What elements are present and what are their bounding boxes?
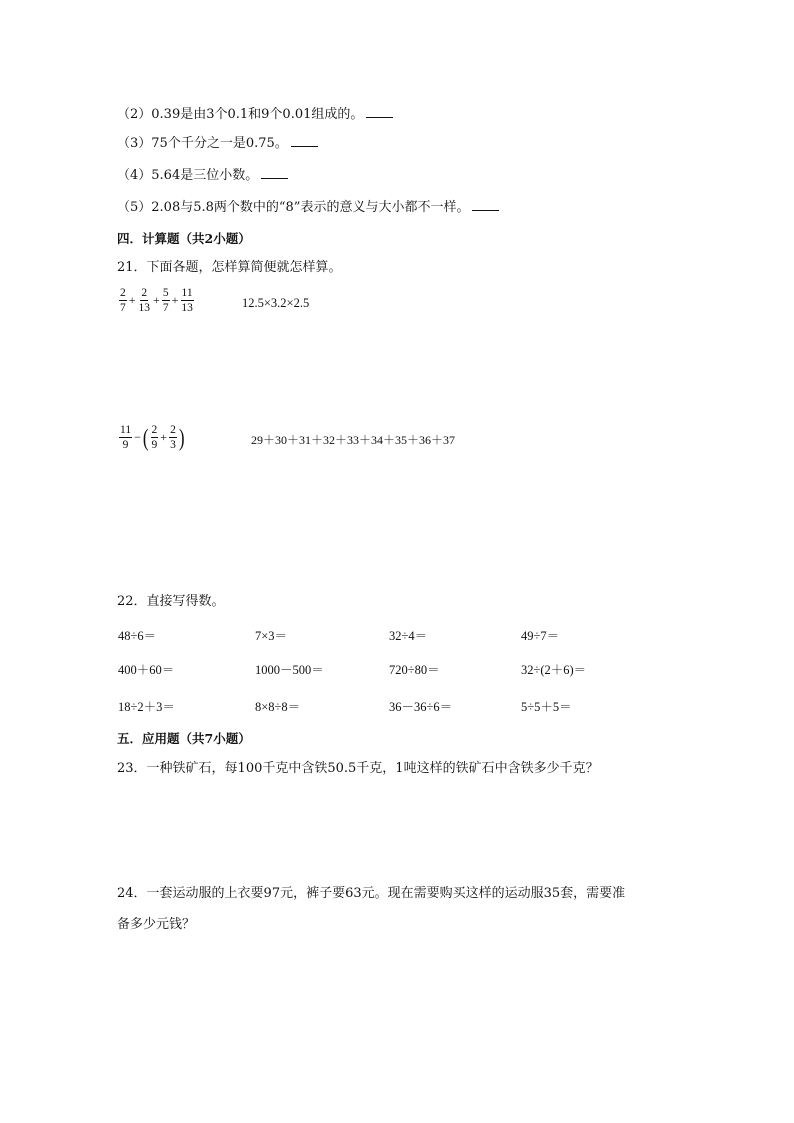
section-title-calculation: 四．计算题（共2小题） <box>117 231 251 246</box>
fraction: $\frac{11}{9}$ <box>120 424 132 451</box>
question-24-line-2: 备多少元钱？ <box>117 917 196 932</box>
expression-consecutive-sum: 29＋30＋31＋32＋33＋34＋35＋36＋37 <box>251 433 456 447</box>
oral-calc-item: 36－36÷6＝ <box>389 700 453 714</box>
judgement-item-2: （2）0.39是由3个0.1和9个0.01组成的。 <box>117 105 393 123</box>
expression-decimal-product: 12.5×3.2×2.5 <box>242 296 310 310</box>
oral-calc-item: 8×8÷8＝ <box>255 700 301 714</box>
fraction: $\frac{2}{7}$ <box>120 287 126 314</box>
answer-blank[interactable] <box>291 134 318 147</box>
expression-fraction-difference: $\frac{11}{9}$ − ( $\frac{2}{9}$ + $\frac{2}{3}$ ) <box>120 423 185 452</box>
judgement-item-4: （4）5.64是三位小数。 <box>117 166 288 184</box>
oral-calc-item: 720÷80＝ <box>389 663 440 677</box>
judgement-item-3: （3）75个千分之一是0.75。 <box>117 134 318 152</box>
oral-calc-item: 48÷6＝ <box>118 629 157 643</box>
judgement-item-5: （5）2.08与5.8两个数中的“8”表示的意义与大小都不一样。 <box>117 198 499 216</box>
fraction: $\frac{2}{13}$ <box>138 287 151 314</box>
oral-calc-item: 32÷(2＋6)＝ <box>521 663 587 677</box>
oral-calc-item: 49÷7＝ <box>521 629 560 643</box>
oral-calc-item: 5÷5＋5＝ <box>521 700 572 714</box>
fraction: $\frac{2}{9}$ <box>151 424 158 451</box>
expression-fraction-sum: $\frac{2}{7}$ + $\frac{2}{13}$ + $\frac{5}{7}$ + $\frac{11}{13}$ <box>120 287 193 314</box>
answer-blank[interactable] <box>261 166 288 179</box>
oral-calc-item: 1000－500＝ <box>255 663 324 677</box>
fraction: $\frac{5}{7}$ <box>162 287 169 314</box>
question-21: 21．下面各题，怎样算简便就怎样算。 <box>117 260 342 275</box>
oral-calc-item: 18÷2＋3＝ <box>118 700 175 714</box>
section-title-application: 五．应用题（共7小题） <box>117 731 251 746</box>
fraction: $\frac{2}{3}$ <box>170 424 176 451</box>
fraction: $\frac{11}{13}$ <box>181 287 193 314</box>
answer-blank[interactable] <box>366 105 393 118</box>
oral-calc-item: 32÷4＝ <box>389 629 428 643</box>
question-24-line-1: 24．一套运动服的上衣要97元，裤子要63元。现在需要购买这样的运动服35套，需要准 <box>117 886 626 901</box>
question-22: 22．直接写得数。 <box>117 594 225 609</box>
oral-calc-item: 400＋60＝ <box>118 663 175 677</box>
oral-calc-item: 7×3＝ <box>255 629 288 643</box>
question-23: 23．一种铁矿石，每100千克中含铁50.5千克，1吨这样的铁矿石中含铁多少千克？ <box>117 761 599 776</box>
answer-blank[interactable] <box>472 198 499 211</box>
